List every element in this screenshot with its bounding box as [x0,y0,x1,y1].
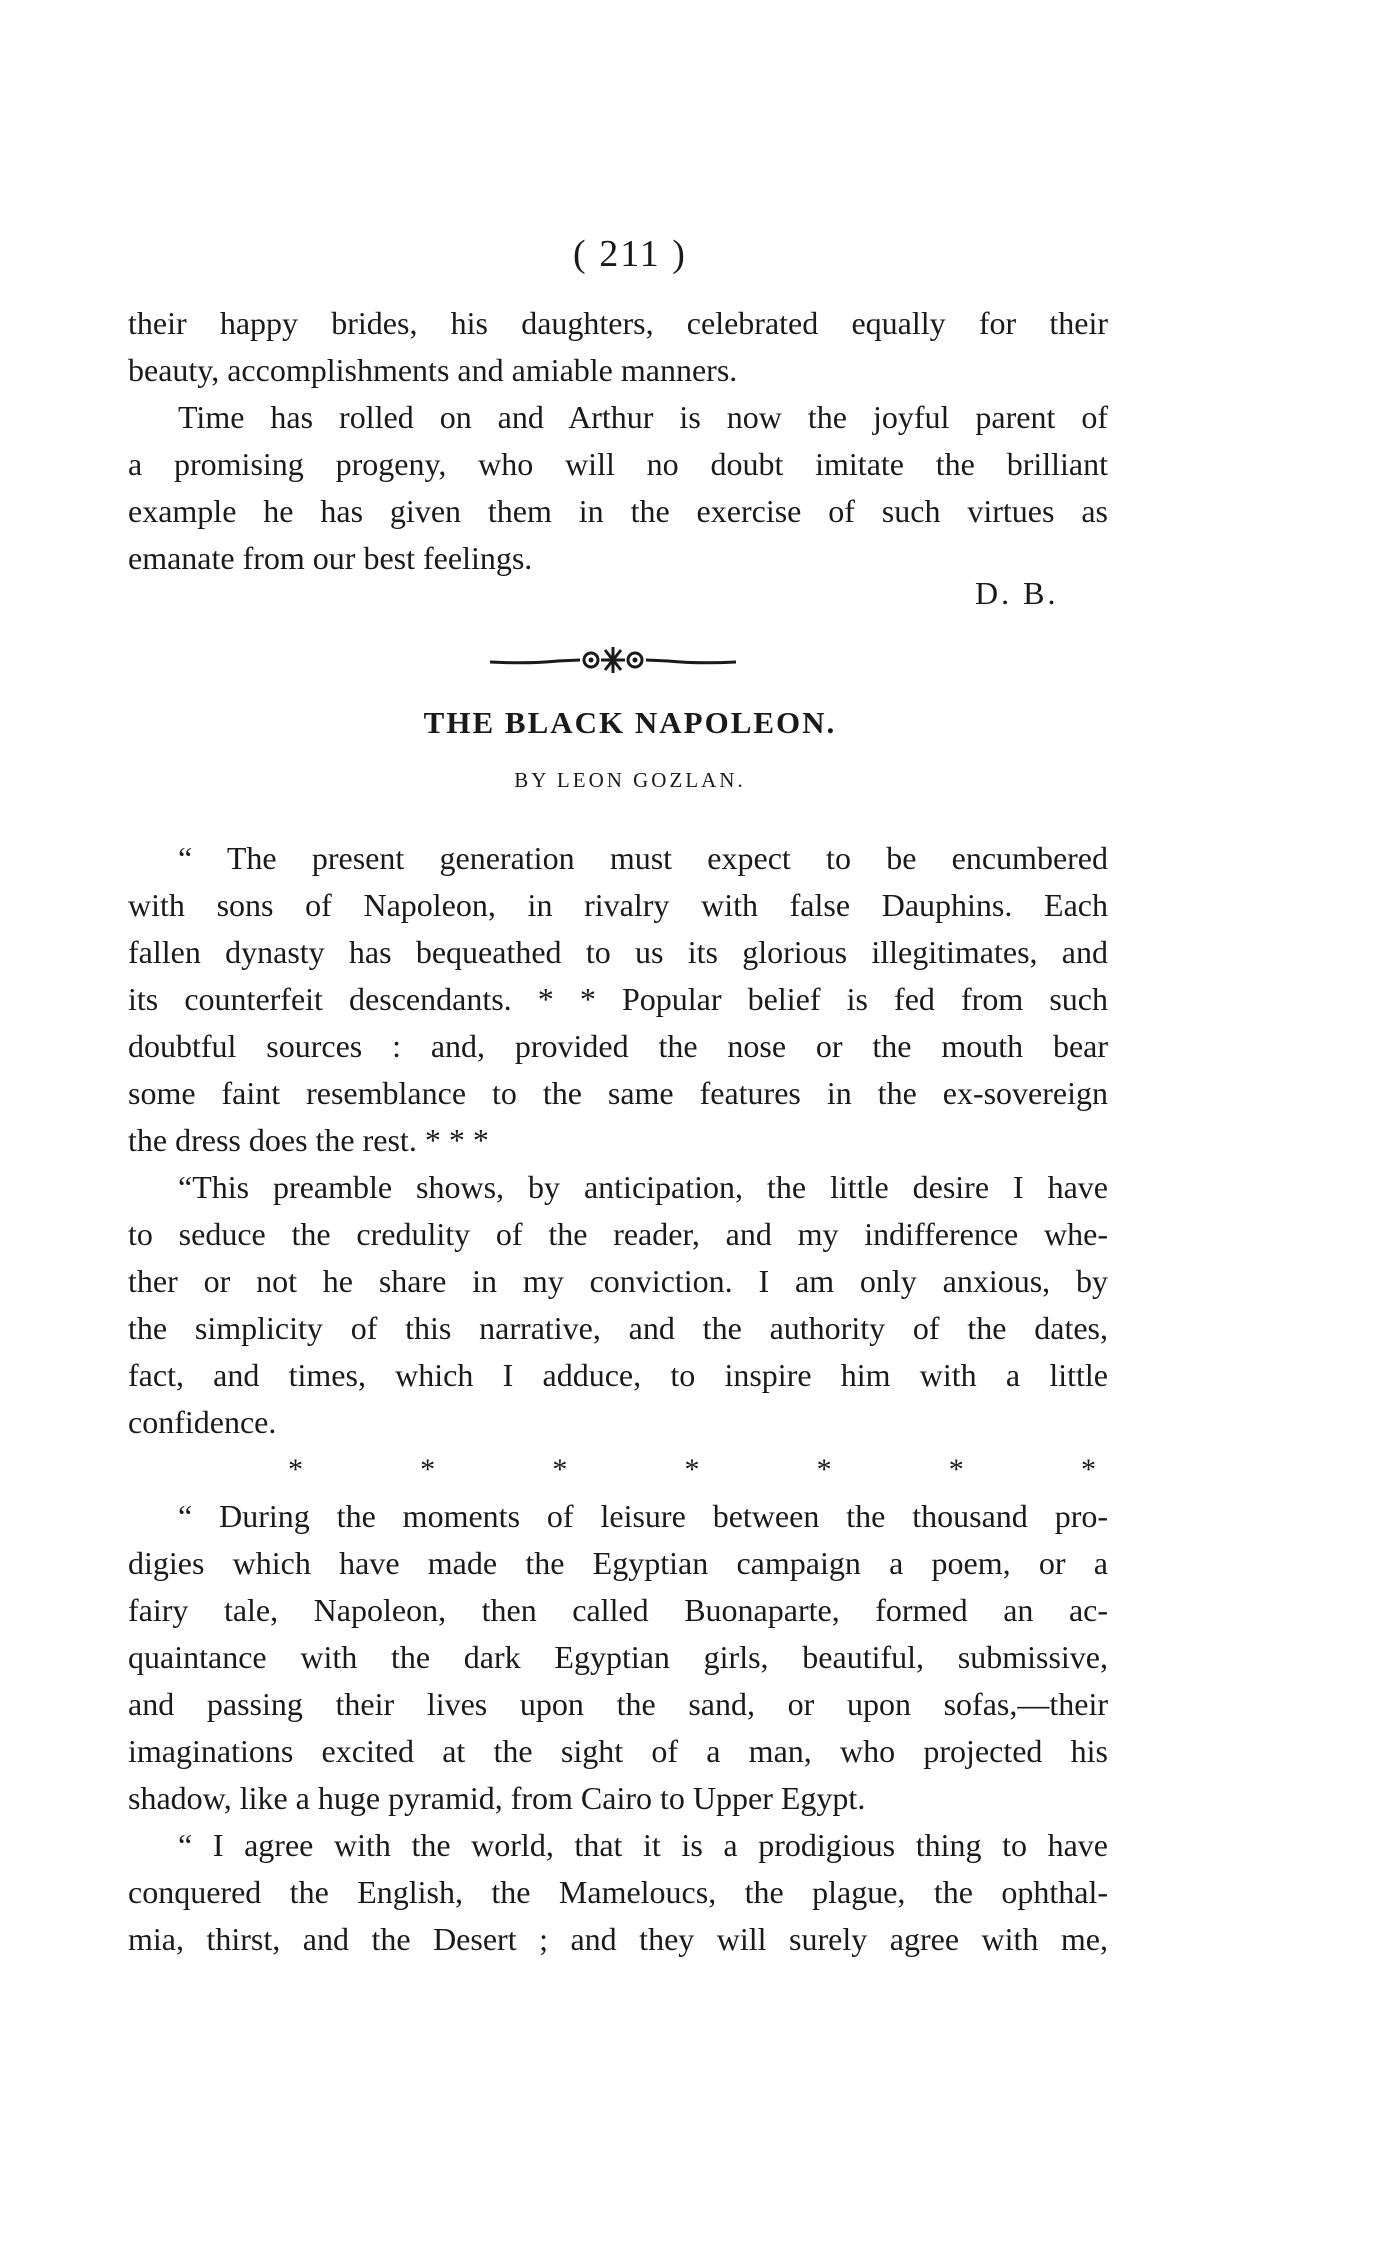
text-line: mia, thirst, and the Desert ; and they will surely agree with me, [128,1921,1108,1957]
text-line: quaintance with the dark Egyptian girls, beautiful, submissive, [128,1639,1108,1675]
ornament-divider-icon [488,642,738,678]
text-line: example he has given them in the exercise of such virtues as [128,493,1108,529]
text-line: some faint resemblance to the same features in the ex-sovereign [128,1075,1108,1111]
asterisk: * [948,1453,964,1486]
text-line: beauty, accomplishments and amiable manners. [128,352,738,388]
text-line: ther or not he share in my conviction. I am only anxious, by [128,1263,1108,1299]
asterisk: * [816,1453,832,1486]
text-line: “This preamble shows, by anticipation, the little desire I have [178,1169,1108,1205]
text-line: shadow, like a huge pyramid, from Cairo to Upper Egypt. [128,1780,866,1816]
article-opening [128,835,1108,1963]
text-line: a promising progeny, who will no doubt imitate the brilliant [128,446,1108,482]
asterisk: * [420,1453,436,1486]
text-line: to seduce the credulity of the reader, and my indifference whe- [128,1216,1108,1252]
asterisk-separator [128,1446,1108,1493]
text-line: fallen dynasty has bequeathed to us its glorious illegitimates, and [128,934,1108,970]
text-line: the dress does the rest. * * * [128,1122,489,1158]
text-line: with sons of Napoleon, in rivalry with false Dauphins. Each [128,887,1108,923]
text-line: “ I agree with the world, that it is a prodigious thing to have [178,1827,1108,1863]
text-line: the simplicity of this narrative, and the authority of the dates, [128,1310,1108,1346]
text-line: digies which have made the Egyptian campaign a poem, or a [128,1545,1108,1581]
article-byline: BY LEON GOZLAN. [514,768,746,792]
text-line: and passing their lives upon the sand, or upon sofas,—their [128,1686,1108,1722]
asterisk: * [552,1453,568,1486]
asterisk: * [288,1453,303,1486]
page-number: ( 211 ) [573,233,687,275]
asterisk: * [684,1453,700,1486]
text-line: their happy brides, his daughters, celebrated equally for their [128,305,1108,341]
article-title: THE BLACK NAPOLEON. [423,705,837,740]
closing-paragraphs [128,300,1108,582]
text-line: doubtful sources : and, provided the nose or the mouth bear [128,1028,1108,1064]
text-line: confidence. [128,1404,277,1440]
text-line: “ During the moments of leisure between the thousand pro- [178,1498,1108,1534]
text-line: fairy tale, Napoleon, then called Buonaparte, formed an ac- [128,1592,1108,1628]
text-line: “ The present generation must expect to be encumbered [178,840,1108,876]
author-signature: D. B. [975,575,1059,611]
text-line: imaginations excited at the sight of a man, who projected his [128,1733,1108,1769]
asterisk: * [1080,1453,1096,1486]
text-line: Time has rolled on and Arthur is now the joyful parent of [178,399,1108,435]
text-line: fact, and times, which I adduce, to inspire him with a little [128,1357,1108,1393]
text-line: its counterfeit descendants. * * Popular belief is fed from such [128,981,1108,1017]
text-line: emanate from our best feelings. [128,540,533,576]
text-line: conquered the English, the Mameloucs, the plague, the ophthal- [128,1874,1108,1910]
